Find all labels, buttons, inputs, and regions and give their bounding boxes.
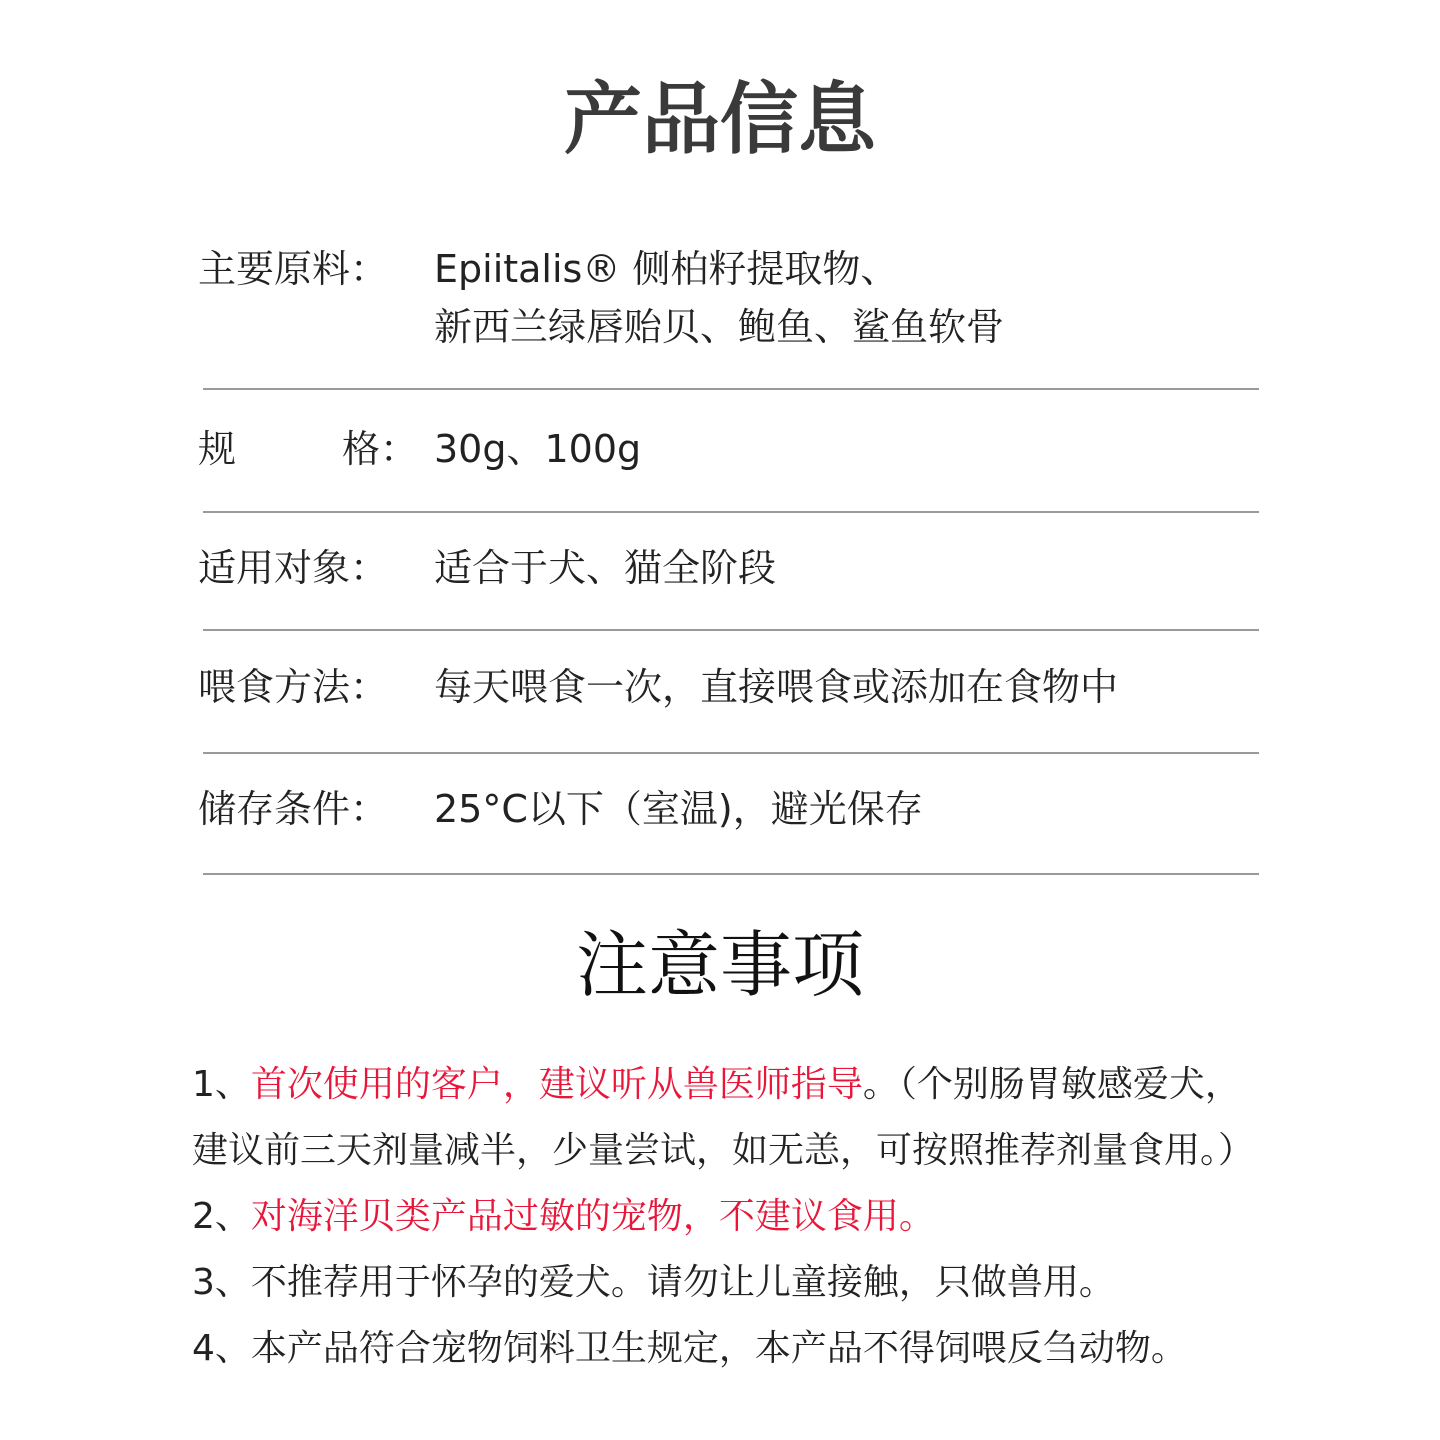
spec-value	[434, 420, 1264, 478]
target-label: 适用对象：	[198, 546, 389, 590]
note-prefix: 3、	[192, 1262, 251, 1303]
note-item-2	[192, 1184, 1322, 1250]
storage-label: 储存条件：	[198, 787, 389, 831]
spec-label	[198, 420, 418, 478]
row-divider	[203, 629, 1259, 631]
spec-label-char-1: 规	[198, 427, 237, 471]
note-item-4	[192, 1316, 1322, 1382]
note-text: 。（个别肠胃敏感爱犬，	[862, 1064, 1241, 1105]
notes-list	[192, 1052, 1322, 1382]
notes-title: 注意事项	[575, 923, 864, 1007]
note-text: 不推荐用于怀孕的爱犬。请勿让儿童接触，只做兽用。	[250, 1262, 1115, 1303]
note-highlight: 首次使用的客户，建议听从兽医师指导	[250, 1064, 863, 1105]
spec-line-1: 30g、100g	[434, 427, 642, 471]
note-item-1	[192, 1052, 1322, 1118]
feeding-label: 喂食方法：	[198, 665, 389, 709]
target-value	[434, 539, 1264, 597]
storage-line-1: 25°C以下（室温)，避光保存	[434, 787, 923, 831]
product-info-title: 产品信息	[563, 75, 876, 165]
ingredients-line-1: Epiitalis® 侧柏籽提取物、	[434, 247, 899, 291]
ingredients-label: 主要原料：	[198, 247, 389, 291]
note-text: 本产品符合宠物饲料卫生规定，本产品不得饲喂反刍动物。	[250, 1328, 1187, 1369]
row-divider	[203, 873, 1259, 875]
row-divider	[203, 752, 1259, 754]
note-prefix: 4、	[192, 1328, 251, 1369]
note-prefix: 1、	[192, 1064, 251, 1105]
feeding-line-1: 每天喂食一次，直接喂食或添加在食物中	[434, 665, 1119, 709]
row-divider	[203, 388, 1259, 390]
ingredients-value	[434, 240, 1264, 356]
note-item-3	[192, 1250, 1322, 1316]
note-text: 建议前三天剂量减半，少量尝试，如无恙，可按照推荐剂量食用。）	[192, 1130, 1255, 1171]
row-divider	[203, 511, 1259, 513]
spec-label-char-2: 格：	[341, 427, 418, 471]
note-highlight: 对海洋贝类产品过敏的宠物，不建议食用。	[250, 1196, 935, 1237]
feeding-value	[434, 658, 1264, 716]
target-line-1: 适合于犬、猫全阶段	[434, 546, 777, 590]
storage-value	[434, 780, 1264, 838]
note-item-1-continued	[192, 1118, 1322, 1184]
note-prefix: 2、	[192, 1196, 251, 1237]
ingredients-line-2: 新西兰绿唇贻贝、鲍鱼、鲨鱼软骨	[434, 305, 1005, 349]
